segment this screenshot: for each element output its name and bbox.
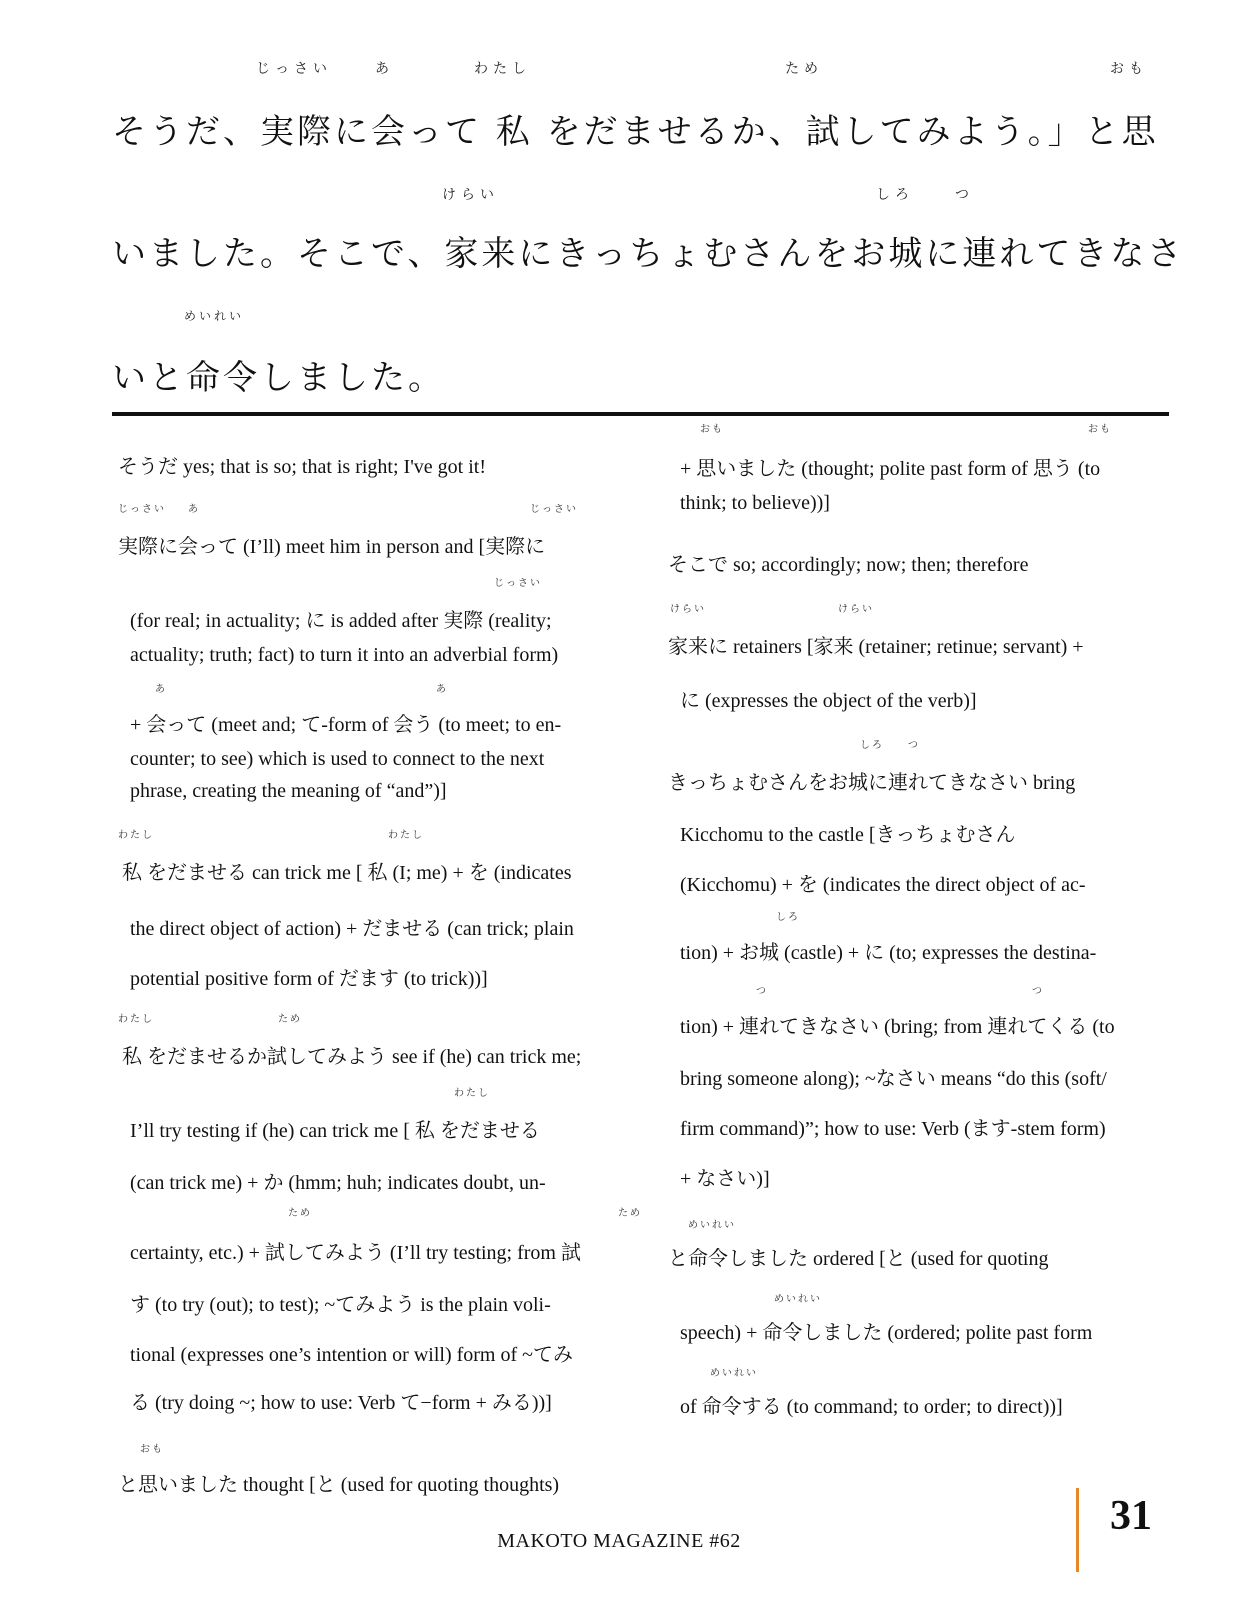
- furigana: じっさい: [256, 61, 332, 77]
- glossary-line: of 命令する (to command; to order; to direct))]: [680, 1396, 1063, 1418]
- page-number: 31: [1110, 1493, 1152, 1539]
- main-text-line: いました。そこで、家来にきっちょむさんをお城に連れてきなさ: [112, 234, 1185, 274]
- furigana: わたし: [118, 830, 154, 841]
- furigana: わたし: [388, 830, 424, 841]
- glossary-line: certainty, etc.) + 試してみよう (I’ll try testing; from 試: [130, 1242, 581, 1264]
- furigana: けらい: [442, 187, 499, 203]
- furigana: めいれい: [184, 309, 245, 323]
- glossary-line: actuality; truth; fact) to turn it into an adverbial form): [130, 644, 559, 666]
- glossary-line: きっちょむさんをお城に連れてきなさい bring: [668, 772, 1076, 794]
- furigana: けらい: [670, 604, 706, 615]
- glossary-line: + 会って (meet and; て-form of 会う (to meet; to en-: [130, 714, 562, 736]
- furigana: めいれい: [710, 1368, 758, 1379]
- glossary-line: す (to try (out); to test); ~てみよう is the plain voli-: [130, 1294, 551, 1316]
- glossary-line: と思いました thought [と (used for quoting thoughts): [118, 1474, 560, 1496]
- furigana: おも: [1088, 424, 1112, 435]
- glossary-line: tional (expresses one’s intention or will) form of ~てみ: [130, 1344, 573, 1366]
- main-text-line: そうだ、実際に会って 私 をだませるか、試してみよう。」と思: [112, 112, 1159, 152]
- furigana: つ: [756, 986, 768, 997]
- glossary-line: そうだ yes; that is so; that is right; I've got it!: [118, 456, 487, 478]
- glossary-line: に (expresses the object of the verb)]: [680, 690, 977, 712]
- glossary-line: (for real; in actuality; に is added after 実際 (reality;: [130, 610, 552, 632]
- glossary-line: the direct object of action) + だませる (can trick; plain: [130, 918, 574, 940]
- furigana: わたし: [118, 1014, 154, 1025]
- furigana: あ: [155, 684, 167, 695]
- glossary-line: think; to believe))]: [680, 492, 830, 514]
- glossary-line: る (try doing ~; how to use: Verb て−form + みる))]: [130, 1392, 552, 1414]
- glossary-line: tion) + お城 (castle) + に (to; expresses the destina-: [680, 942, 1097, 964]
- glossary-line: firm command)”; how to use: Verb (ます-stem form): [680, 1118, 1106, 1140]
- furigana: ため: [618, 1208, 642, 1219]
- furigana: つ: [908, 740, 920, 751]
- furigana: つ: [955, 187, 974, 203]
- magazine-footer: MAKOTO MAGAZINE #62: [497, 1530, 741, 1552]
- furigana: あ: [188, 504, 200, 515]
- glossary-line: bring someone along); ~なさい means “do this (soft/: [680, 1068, 1107, 1090]
- glossary-line: phrase, creating the meaning of “and”)]: [130, 780, 447, 802]
- furigana: おも: [140, 1444, 164, 1455]
- glossary-line: 私 をだませる can trick me [ 私 (I; me) + を (indicates: [122, 862, 572, 884]
- glossary-line: と命令しました ordered [と (used for quoting: [668, 1248, 1049, 1270]
- furigana: つ: [1032, 986, 1044, 997]
- glossary-line: counter; to see) which is used to connect to the next: [130, 748, 545, 770]
- glossary-line: + 思いました (thought; polite past form of 思う (to: [680, 458, 1101, 480]
- furigana: おも: [700, 424, 724, 435]
- glossary-line: そこで so; accordingly; now; then; therefore: [668, 554, 1029, 576]
- furigana: おも: [1110, 61, 1148, 77]
- furigana: じっさい: [494, 578, 542, 589]
- furigana: じっさい: [530, 504, 578, 515]
- furigana: わたし: [474, 61, 531, 77]
- glossary-line: tion) + 連れてきなさい (bring; from 連れてくる (to: [680, 1016, 1115, 1038]
- glossary-line: I’ll try testing if (he) can trick me [ 私 をだませる: [130, 1120, 540, 1142]
- furigana: しろ: [876, 187, 914, 203]
- glossary-line: (Kicchomu) + を (indicates the direct object of ac-: [680, 874, 1086, 896]
- glossary-line: potential positive form of だます (to trick))]: [130, 968, 488, 990]
- main-text-line: いと命令しました。: [112, 358, 445, 398]
- furigana: ため: [288, 1208, 312, 1219]
- glossary-line: 家来に retainers [家来 (retainer; retinue; servant) +: [668, 636, 1084, 658]
- furigana: あ: [436, 684, 448, 695]
- glossary-line: 私 をだませるか試してみよう see if (he) can trick me;: [122, 1046, 582, 1068]
- furigana: わたし: [454, 1088, 490, 1099]
- glossary-line: speech) + 命令しました (ordered; polite past form: [680, 1322, 1093, 1344]
- furigana: あ: [375, 61, 394, 77]
- glossary-line: (can trick me) + か (hmm; huh; indicates doubt, un-: [130, 1172, 546, 1194]
- glossary-line: Kicchomu to the castle [きっちょむさん: [680, 824, 1016, 846]
- furigana: けらい: [838, 604, 874, 615]
- section-divider: [112, 412, 1169, 416]
- glossary-line: + なさい)]: [680, 1168, 770, 1190]
- page-accent-bar: [1076, 1488, 1079, 1572]
- furigana: しろ: [860, 740, 884, 751]
- furigana: ため: [278, 1014, 302, 1025]
- glossary-line: 実際に会って (I’ll) meet him in person and [実際に: [118, 536, 546, 558]
- furigana: じっさい: [118, 504, 166, 515]
- furigana: めいれい: [688, 1220, 736, 1231]
- furigana: ため: [785, 61, 823, 77]
- furigana: めいれい: [774, 1294, 822, 1305]
- furigana: しろ: [776, 912, 800, 923]
